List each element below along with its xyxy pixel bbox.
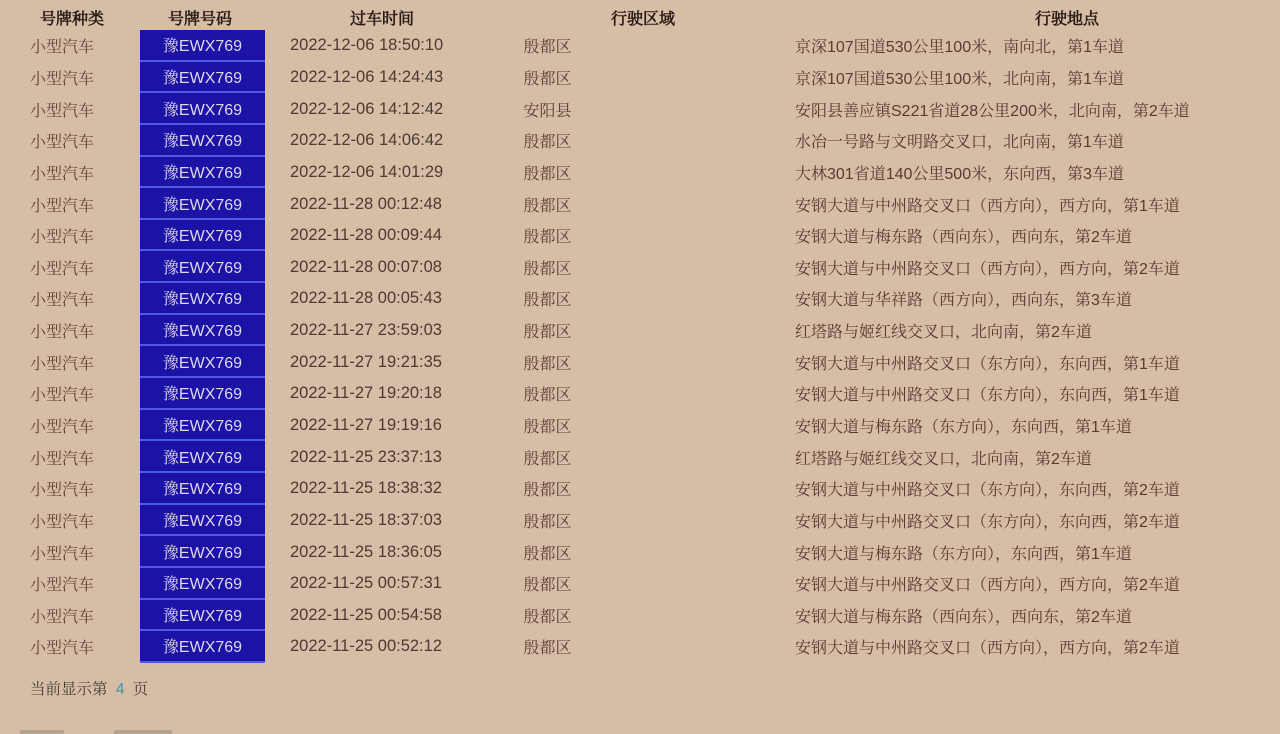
plate-number-cell[interactable]: 豫EWX769: [140, 125, 265, 157]
driving-area-cell: 殷都区: [523, 608, 572, 626]
table-row: [0, 600, 1280, 632]
driving-location-cell: 安阳县善应镇S221省道28公里200米，北向南，第2车道: [795, 102, 1190, 120]
current-page-number[interactable]: 4: [115, 680, 125, 698]
driving-area-cell: 安阳县: [523, 102, 572, 120]
plate-number-cell[interactable]: 豫EWX769: [140, 30, 265, 62]
driving-area-cell: 殷都区: [523, 324, 572, 342]
plate-number-cell[interactable]: 豫EWX769: [140, 410, 265, 442]
driving-location-cell: 安钢大道与中州路交叉口（东方向），东向西，第2车道: [795, 482, 1180, 500]
plate-type-cell: 小型汽车: [30, 450, 95, 468]
plate-type-cell: 小型汽车: [30, 229, 95, 247]
table-row: [0, 473, 1280, 505]
driving-location-cell: 安钢大道与华祥路（西方向），西向东，第3车道: [795, 292, 1132, 310]
plate-number-cell[interactable]: 豫EWX769: [140, 568, 265, 600]
plate-type-cell: 小型汽车: [30, 70, 95, 88]
plate-type-cell: 小型汽车: [30, 260, 95, 278]
table-row: [0, 125, 1280, 157]
driving-area-cell: 殷都区: [523, 292, 572, 310]
driving-area-cell: 殷都区: [523, 419, 572, 436]
pass-time-cell: 2022-11-28 00:09:44: [290, 226, 442, 245]
page-indicator: [30, 677, 1280, 699]
plate-number-cell[interactable]: 豫EWX769: [140, 346, 265, 378]
driving-location-cell: 安钢大道与中州路交叉口（东方向），东向西，第2车道: [795, 513, 1180, 531]
driving-area-cell: 殷都区: [523, 197, 572, 215]
pass-time-cell: 2022-11-28 00:07:08: [290, 257, 442, 276]
pass-time-cell: 2022-11-25 00:54:58: [290, 605, 442, 624]
cutoff-content-fragment: [14, 729, 214, 734]
table-row: [0, 568, 1280, 600]
plate-number-cell[interactable]: 豫EWX769: [140, 536, 265, 568]
plate-number-cell[interactable]: 豫EWX769: [140, 600, 265, 632]
pass-time-cell: 2022-11-27 19:20:18: [290, 384, 442, 403]
table-row: [0, 157, 1280, 189]
table-row: [0, 505, 1280, 537]
pass-time-cell: 2022-11-25 18:37:03: [290, 510, 442, 529]
plate-type-cell: 小型汽车: [30, 387, 95, 405]
pass-time-cell: 2022-11-25 18:36:05: [290, 542, 442, 561]
driving-area-cell: 殷都区: [523, 513, 572, 531]
driving-location-cell: 水冶一号路与文明路交叉口，北向南，第1车道: [795, 134, 1124, 152]
pass-time-cell: 2022-12-06 14:12:42: [290, 99, 444, 118]
driving-area-cell: 殷都区: [523, 229, 572, 247]
plate-type-cell: 小型汽车: [30, 197, 95, 215]
pass-time-cell: 2022-11-28 00:05:43: [290, 289, 442, 308]
pass-time-cell: 2022-11-27 19:21:35: [290, 352, 442, 371]
pass-time-cell: 2022-12-06 14:06:42: [290, 131, 444, 150]
driving-location-cell: 安钢大道与中州路交叉口（西方向），西方向，第2车道: [795, 577, 1180, 595]
driving-location-cell: 大林301省道140公里500米，东向西，第3车道: [795, 165, 1124, 183]
pass-time-cell: 2022-11-25 23:37:13: [290, 447, 442, 466]
driving-location-cell: 京深107国道530公里100米，北向南，第1车道: [795, 70, 1124, 88]
plate-type-cell: 小型汽车: [30, 165, 95, 183]
table-row: [0, 536, 1280, 568]
driving-area-cell: 殷都区: [523, 450, 572, 468]
table-row: [0, 188, 1280, 220]
pass-time-cell: 2022-12-06 14:01:29: [290, 162, 444, 181]
table-row: [0, 30, 1280, 62]
driving-area-cell: 殷都区: [523, 387, 572, 405]
plate-number-cell[interactable]: 豫EWX769: [140, 315, 265, 347]
plate-type-cell: 小型汽车: [30, 419, 95, 436]
driving-location-cell: 安钢大道与中州路交叉口（东方向），东向西，第1车道: [795, 387, 1180, 405]
pass-time-cell: 2022-11-25 00:57:31: [290, 574, 442, 593]
plate-number-cell[interactable]: 豫EWX769: [140, 473, 265, 505]
driving-area-cell: 殷都区: [523, 545, 572, 563]
plate-type-cell: 小型汽车: [30, 545, 95, 563]
driving-area-cell: 殷都区: [523, 260, 572, 278]
table-row: [0, 631, 1280, 663]
plate-type-cell: 小型汽车: [30, 640, 95, 658]
plate-type-cell: 小型汽车: [30, 39, 95, 57]
table-row: [0, 378, 1280, 410]
pass-time-cell: 2022-12-06 18:50:10: [290, 36, 444, 55]
table-row: [0, 62, 1280, 94]
cutoff-text-mark: [20, 730, 64, 734]
plate-type-cell: 小型汽车: [30, 513, 95, 531]
table-row: [0, 220, 1280, 252]
driving-location-cell: 红塔路与姬红线交叉口，北向南，第2车道: [795, 450, 1092, 468]
driving-area-cell: 殷都区: [523, 577, 572, 595]
plate-type-cell: 小型汽车: [30, 355, 95, 373]
plate-type-cell: 小型汽车: [30, 102, 95, 120]
plate-type-cell: 小型汽车: [30, 292, 95, 310]
driving-area-cell: 殷都区: [523, 355, 572, 373]
driving-area-cell: 殷都区: [523, 482, 572, 500]
cutoff-text-mark: [114, 730, 172, 734]
pass-time-cell: 2022-11-28 00:12:48: [290, 194, 442, 213]
col-header-driving-location: 行驶地点: [1034, 11, 1099, 28]
pass-time-cell: 2022-12-06 14:24:43: [290, 67, 444, 86]
driving-location-cell: 红塔路与姬红线交叉口，北向南，第2车道: [795, 324, 1092, 342]
table-row: [0, 410, 1280, 442]
plate-type-cell: 小型汽车: [30, 134, 95, 152]
table-row: [0, 346, 1280, 378]
driving-location-cell: 安钢大道与梅东路（东方向），东向西，第1车道: [795, 419, 1132, 436]
pass-time-cell: 2022-11-27 19:19:16: [290, 416, 442, 434]
plate-number-cell[interactable]: 豫EWX769: [140, 220, 265, 252]
driving-location-cell: 安钢大道与梅东路（西向东），西向东，第2车道: [795, 229, 1132, 247]
plate-type-cell: 小型汽车: [30, 577, 95, 595]
plate-number-cell[interactable]: 豫EWX769: [140, 188, 265, 220]
pass-time-cell: 2022-11-25 18:38:32: [290, 479, 442, 498]
plate-number-cell[interactable]: 豫EWX769: [140, 441, 265, 473]
driving-area-cell: 殷都区: [523, 134, 572, 152]
pass-time-cell: 2022-11-27 23:59:03: [290, 321, 442, 340]
plate-number-cell[interactable]: 豫EWX769: [140, 251, 265, 283]
col-header-pass-time: 过车时间: [349, 11, 414, 28]
plate-number-cell[interactable]: 豫EWX769: [140, 62, 265, 94]
table-row: [0, 93, 1280, 125]
plate-number-cell[interactable]: 豫EWX769: [140, 157, 265, 189]
driving-area-cell: 殷都区: [523, 39, 572, 57]
page-indicator-prefix: 当前显示第: [30, 680, 108, 698]
plate-number-cell[interactable]: 豫EWX769: [140, 283, 265, 315]
plate-type-cell: 小型汽车: [30, 324, 95, 342]
plate-number-cell[interactable]: 豫EWX769: [140, 378, 265, 410]
table-row: [0, 315, 1280, 347]
driving-area-cell: 殷都区: [523, 640, 572, 658]
col-header-plate-number: 号牌号码: [167, 11, 232, 28]
table-row: [0, 441, 1280, 473]
plate-number-cell[interactable]: 豫EWX769: [140, 631, 265, 663]
driving-location-cell: 安钢大道与梅东路（东方向），东向西，第1车道: [795, 545, 1132, 563]
plate-type-cell: 小型汽车: [30, 608, 95, 626]
table-row: [0, 283, 1280, 315]
col-header-driving-area: 行驶区域: [610, 11, 675, 28]
table-row: [0, 251, 1280, 283]
pass-time-cell: 2022-11-25 00:52:12: [290, 637, 442, 656]
driving-location-cell: 安钢大道与中州路交叉口（西方向），西方向，第2车道: [795, 640, 1180, 658]
driving-location-cell: 安钢大道与中州路交叉口（东方向），东向西，第1车道: [795, 355, 1180, 373]
driving-location-cell: 安钢大道与中州路交叉口（西方向），西方向，第1车道: [795, 197, 1180, 215]
col-header-plate-type: 号牌种类: [39, 11, 104, 28]
records-table-body: [0, 30, 1280, 663]
plate-number-cell[interactable]: 豫EWX769: [140, 93, 265, 125]
driving-area-cell: 殷都区: [523, 165, 572, 183]
driving-location-cell: 京深107国道530公里100米，南向北，第1车道: [795, 39, 1124, 57]
page-indicator-suffix: 页: [132, 680, 149, 698]
driving-location-cell: 安钢大道与中州路交叉口（西方向），西方向，第2车道: [795, 260, 1180, 278]
plate-number-cell[interactable]: 豫EWX769: [140, 505, 265, 537]
plate-type-cell: 小型汽车: [30, 482, 95, 500]
driving-area-cell: 殷都区: [523, 70, 572, 88]
driving-location-cell: 安钢大道与梅东路（西向东），西向东，第2车道: [795, 608, 1132, 626]
table-header: [0, 0, 1280, 30]
